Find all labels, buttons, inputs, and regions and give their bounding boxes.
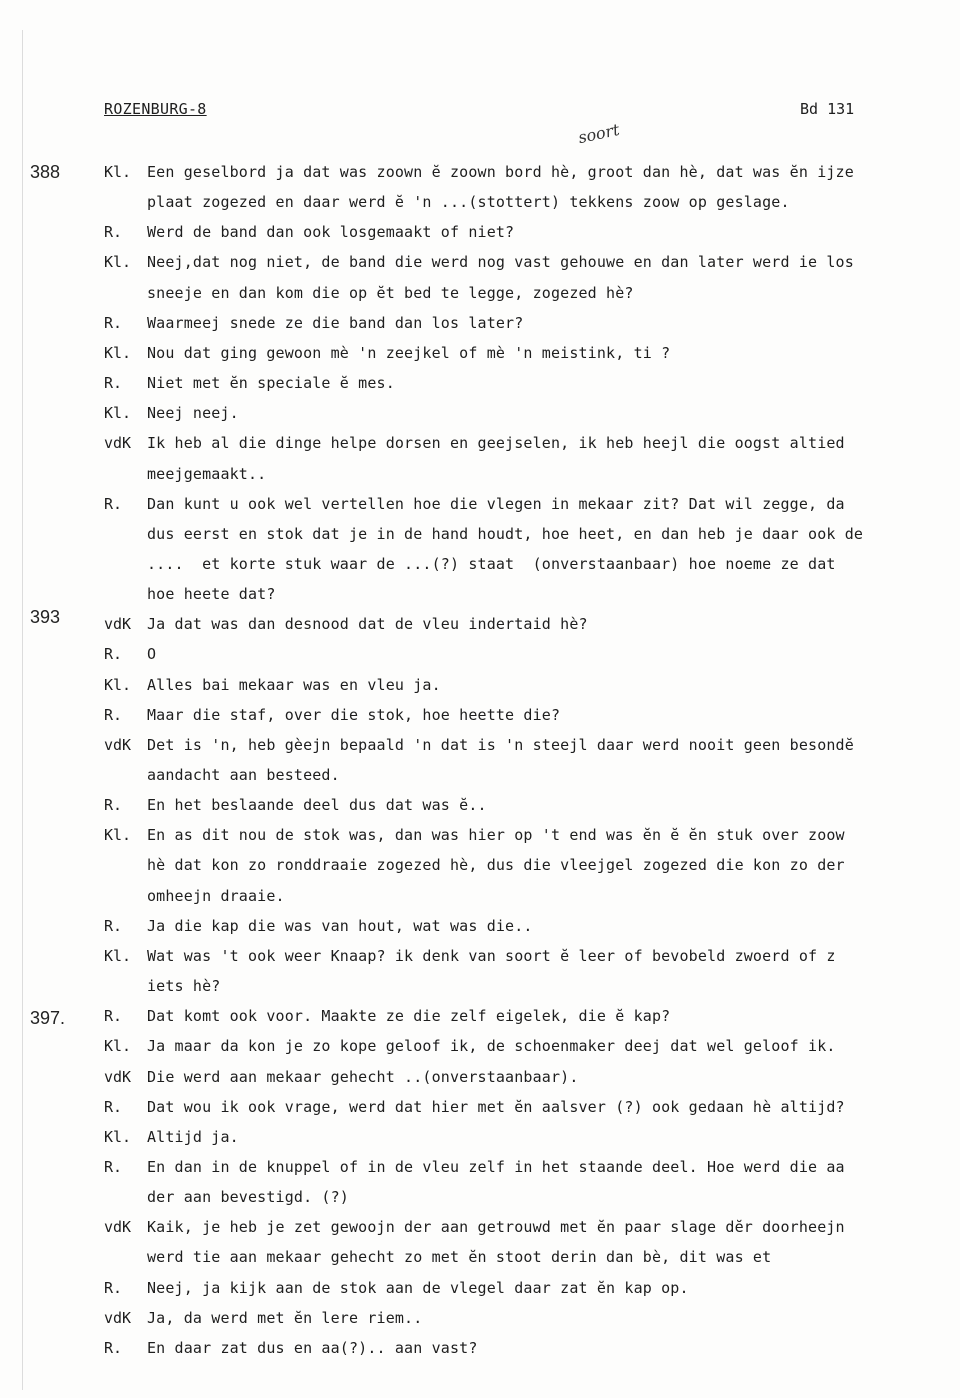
transcript-line: der aan bevestigd. (?): [147, 1188, 349, 1206]
speaker-label: R.: [104, 917, 123, 935]
speaker-label: R.: [104, 374, 123, 392]
transcript-line: plaat zogezed en daar werd ĕ 'n ...(stottert) tekkens zoow op geslage.: [147, 193, 790, 211]
transcript-line: Ja, da werd met ĕn lere riem..: [147, 1309, 423, 1327]
transcript-line: Altijd ja.: [147, 1128, 239, 1146]
document-title: ROZENBURG-8: [104, 100, 207, 118]
margin-line-number: 397.: [30, 1008, 66, 1028]
transcript-line: iets hè?: [147, 977, 221, 995]
transcript-line: Dat wou ik ook vrage, werd dat hier met ĕn aalsver (?) ook gedaan hè altijd?: [147, 1098, 845, 1116]
transcript-line: sneeje en dan kom die op ĕt bed te legge, zogezed hè?: [147, 284, 634, 302]
speaker-label: vdK: [104, 434, 132, 452]
speaker-label: R.: [104, 223, 123, 241]
transcript-line: werd tie aan mekaar gehecht zo met ĕn stoot derin dan bè, dit was et: [147, 1248, 772, 1266]
speaker-label: Kl.: [104, 253, 132, 271]
transcript-line: En daar zat dus en aa(?).. aan vast?: [147, 1339, 478, 1357]
transcript-line: Dan kunt u ook wel vertellen hoe die vlegen in mekaar zit? Dat wil zegge, da: [147, 495, 845, 513]
speaker-label: R.: [104, 1007, 123, 1025]
transcript-line: Ja maar da kon je zo kope geloof ik, de schoenmaker deej dat wel geloof ik.: [147, 1037, 836, 1055]
speaker-label: Kl.: [104, 676, 132, 694]
transcript-line: Ja die kap die was van hout, wat was die..: [147, 917, 533, 935]
transcript-line: .... et korte stuk waar de ...(?) staat (onverstaanbaar) hoe noeme ze dat: [147, 555, 836, 573]
transcript-line: Neej neej.: [147, 404, 239, 422]
transcript-line: Niet met ĕn speciale ĕ mes.: [147, 374, 395, 392]
speaker-label: vdK: [104, 1068, 132, 1086]
transcript-line: Nou dat ging gewoon mè 'n zeejkel of mè 'n meistink, ti ?: [147, 344, 671, 362]
transcript-line: Det is 'n, heb gèejn bepaald 'n dat is 'n steejl daar werd nooit geen besondĕ: [147, 736, 854, 754]
speaker-label: Kl.: [104, 947, 132, 965]
transcript-line: Neej, ja kijk aan de stok aan de vlegel daar zat ĕn kap op.: [147, 1279, 689, 1297]
speaker-label: Kl.: [104, 1128, 132, 1146]
transcript-line: Die werd aan mekaar gehecht ..(onverstaanbaar).: [147, 1068, 579, 1086]
transcript-line: hè dat kon zo ronddraaie zogezed hè, dus die vleejgel zogezed die kon zo der: [147, 856, 845, 874]
speaker-label: vdK: [104, 615, 132, 633]
transcript-line: Ja dat was dan desnood dat de vleu indertaid hè?: [147, 615, 588, 633]
speaker-label: R.: [104, 645, 123, 663]
speaker-label: vdK: [104, 736, 132, 754]
margin-line-number: 388: [30, 162, 61, 182]
speaker-label: R.: [104, 1339, 123, 1357]
transcript-line: O: [147, 645, 157, 663]
page-reference: Bd 131: [800, 100, 855, 118]
transcript-line: Alles bai mekaar was en vleu ja.: [147, 676, 441, 694]
margin-line-number: 393: [30, 607, 61, 627]
speaker-label: Kl.: [104, 344, 132, 362]
transcript-line: En as dit nou de stok was, dan was hier op 't end was ĕn ĕ ĕn stuk over zoow: [147, 826, 845, 844]
transcript-line: aandacht aan besteed.: [147, 766, 340, 784]
transcript-line: Neej,dat nog niet, de band die werd nog vast gehouwe en dan later werd ie los: [147, 253, 854, 271]
transcript-line: Ik heb al die dinge helpe dorsen en geejselen, ik heb heejl die oogst altied: [147, 434, 845, 452]
speaker-label: Kl.: [104, 826, 132, 844]
page-edge-shadow: [22, 30, 23, 1390]
speaker-label: vdK: [104, 1309, 132, 1327]
transcript-line: meejgemaakt..: [147, 465, 267, 483]
transcript-line: En dan in de knuppel of in de vleu zelf in het staande deel. Hoe werd die aa: [147, 1158, 845, 1176]
handwritten-annotation: soort: [576, 119, 622, 148]
transcript-line: Werd de band dan ook losgemaakt of niet?: [147, 223, 515, 241]
transcript-line: Kaik, je heb je zet gewoojn der aan getrouwd met ĕn paar slage dĕr doorheejn: [147, 1218, 845, 1236]
transcript-line: omheejn draaie.: [147, 887, 285, 905]
speaker-label: R.: [104, 1279, 123, 1297]
speaker-label: R.: [104, 314, 123, 332]
transcript-line: dus eerst en stok dat je in de hand houdt, hoe heet, en dan heb je daar ook de: [147, 525, 864, 543]
transcript-line: Dat komt ook voor. Maakte ze die zelf eigelek, die ĕ kap?: [147, 1007, 671, 1025]
speaker-label: R.: [104, 1158, 123, 1176]
speaker-label: Kl.: [104, 163, 132, 181]
speaker-label: Kl.: [104, 404, 132, 422]
speaker-label: vdK: [104, 1218, 132, 1236]
speaker-label: R.: [104, 706, 123, 724]
transcript-line: Wat was 't ook weer Knaap? ik denk van soort ĕ leer of bevobeld zwoerd of z: [147, 947, 836, 965]
transcript-line: En het beslaande deel dus dat was ĕ..: [147, 796, 487, 814]
transcript-line: Waarmeej snede ze die band dan los later?: [147, 314, 524, 332]
speaker-label: R.: [104, 1098, 123, 1116]
speaker-label: R.: [104, 495, 123, 513]
transcript-line: hoe heete dat?: [147, 585, 276, 603]
transcript-line: Een geselbord ja dat was zoown ĕ zoown bord hè, groot dan hè, dat was ĕn ijze: [147, 163, 854, 181]
transcript-line: Maar die staf, over die stok, hoe heette die?: [147, 706, 561, 724]
speaker-label: R.: [104, 796, 123, 814]
speaker-label: Kl.: [104, 1037, 132, 1055]
